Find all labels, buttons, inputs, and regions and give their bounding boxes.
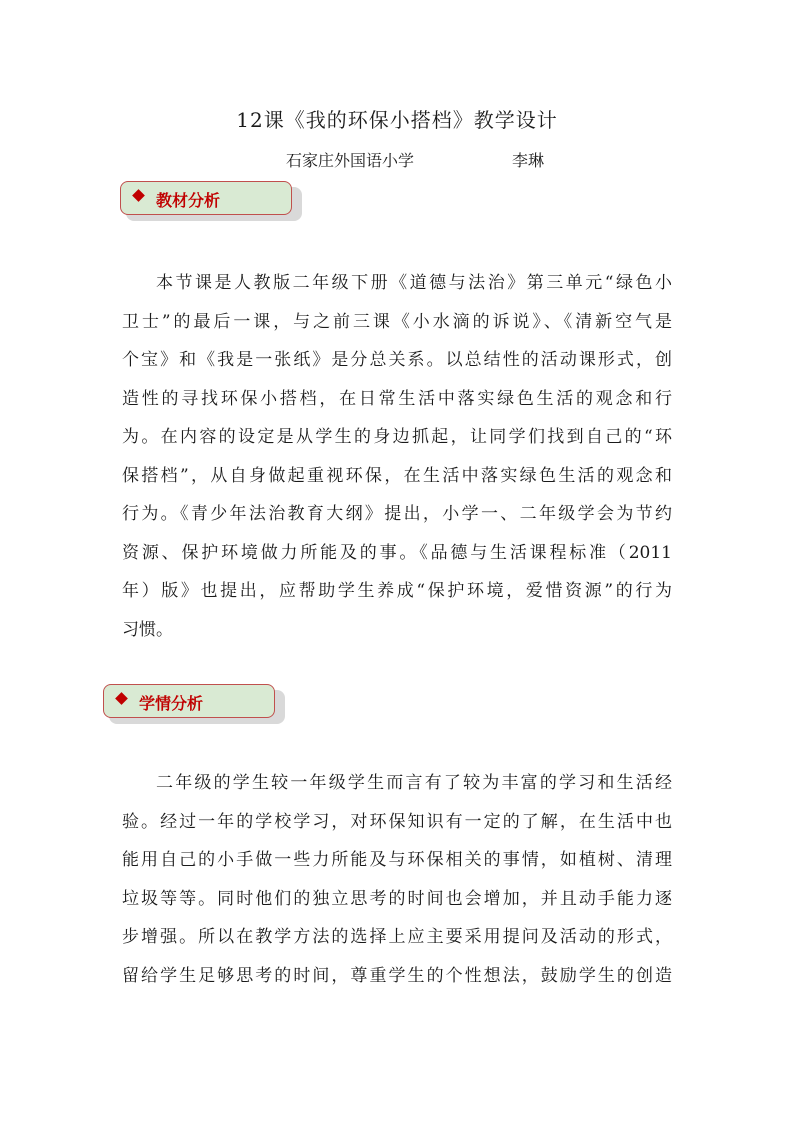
paragraph-line: 资源、保护环境做力所能及的事。《品德与生活课程标准（2011 bbox=[122, 542, 672, 563]
paragraph-line: 行为。《青少年法治教育大纲》提出，小学一、二年级学会为节约 bbox=[122, 504, 672, 524]
section-heading-label: 学情分析 bbox=[139, 694, 204, 713]
paragraph-line: 个宝》和《我是一张纸》是分总关系。以总结性的活动课形式，创 bbox=[122, 350, 672, 370]
paragraph-line: 卫士”的最后一课，与之前三课《小水滴的诉说》、《清新空气是 bbox=[122, 311, 672, 332]
paragraph-line: 为。在内容的设定是从学生的身边抓起，让同学们找到自己的“环 bbox=[122, 427, 672, 447]
author-name: 李琳 bbox=[512, 151, 545, 170]
paragraph-line: 习惯。 bbox=[122, 619, 173, 640]
school-name: 石家庄外国语小学 bbox=[286, 151, 415, 170]
paragraph-line: 二年级的学生较一年级学生而言有了较为丰富的学习和生活经 bbox=[156, 773, 672, 793]
paragraph-line: 步增强。所以在教学方法的选择上应主要采用提问及活动的形式， bbox=[122, 927, 672, 947]
paragraph-line: 保搭档”，从自身做起重视环保，在生活中落实绿色生活的观念和 bbox=[122, 465, 672, 486]
section-paragraph-student-analysis bbox=[122, 764, 672, 995]
paragraph-line: 能用自己的小手做一些力所能及与环保相关的事情，如植树、清理 bbox=[122, 850, 672, 870]
section-heading-student-analysis bbox=[103, 684, 275, 718]
paragraph-line: 造性的寻找环保小搭档，在日常生活中落实绿色生活的观念和行 bbox=[122, 388, 672, 409]
section-heading-textbook-analysis bbox=[120, 181, 292, 215]
paragraph-line: 垃圾等等。同时他们的独立思考的时间也会增加，并且动手能力逐 bbox=[122, 888, 672, 909]
paragraph-line: 本节课是人教版二年级下册《道德与法治》第三单元“绿色小 bbox=[156, 273, 672, 293]
section-paragraph-textbook-analysis bbox=[122, 264, 672, 649]
paragraph-line: 验。经过一年的学校学习，对环保知识有一定的了解，在生活中也 bbox=[122, 811, 672, 832]
document-title: 12课《我的环保小搭档》教学设计 bbox=[236, 108, 558, 132]
paragraph-line: 年）版》也提出，应帮助学生养成“保护环境，爱惜资源”的行为 bbox=[122, 581, 672, 601]
section-heading-label: 教材分析 bbox=[156, 191, 221, 210]
paragraph-line: 留给学生足够思考的时间，尊重学生的个性想法，鼓励学生的创造 bbox=[122, 965, 672, 986]
